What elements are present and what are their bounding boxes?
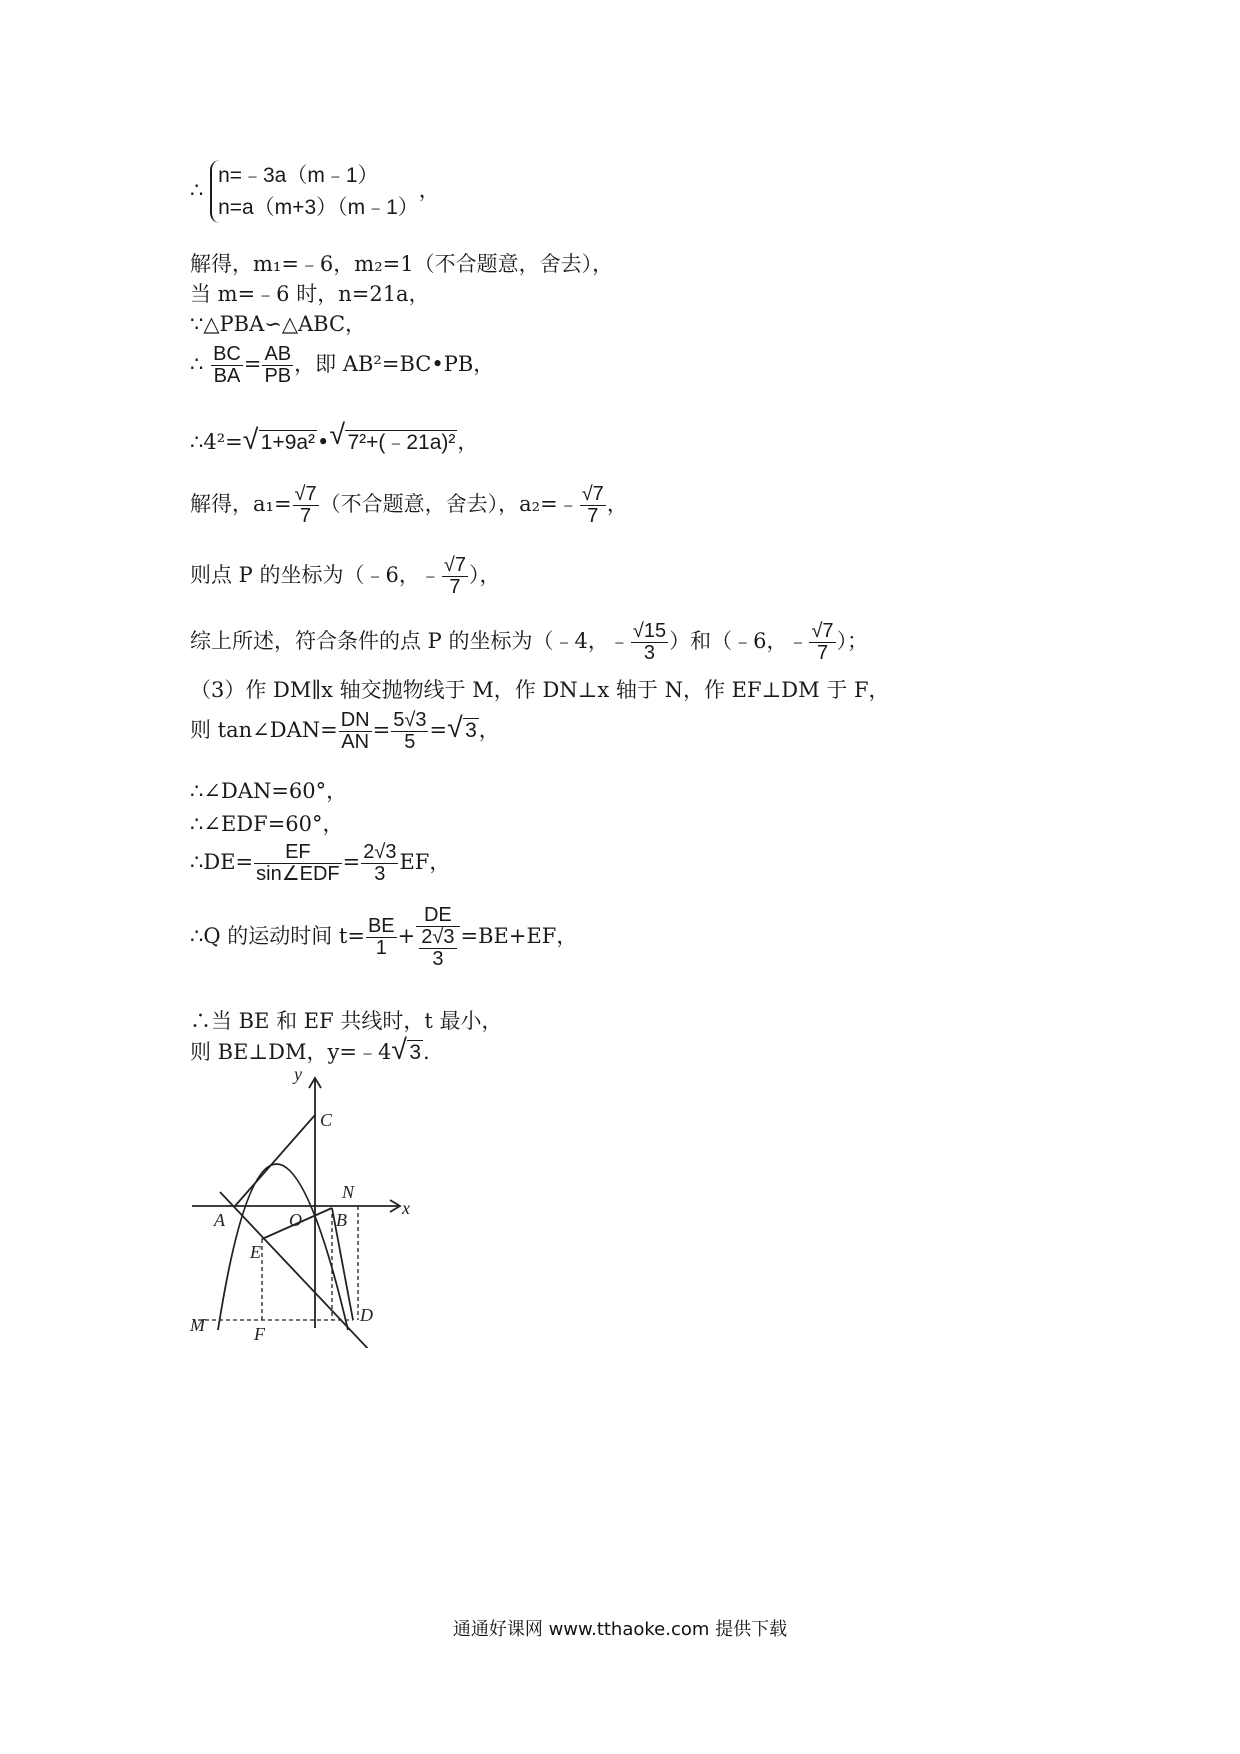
label-b: B xyxy=(336,1210,347,1230)
fraction xyxy=(442,555,468,598)
text-prefix: ∴DE= xyxy=(190,850,254,874)
system-row-1: n=﹣3a（m﹣1） xyxy=(218,164,379,187)
denominator: BA xyxy=(213,365,241,387)
numerator: √7 xyxy=(811,620,834,642)
text-line: （3）作 DM∥x 轴交抛物线于 M，作 DN⊥x 轴于 N，作 EF⊥DM 于 F， xyxy=(190,678,890,702)
text-suffix: ，即 AB²=BC•PB， xyxy=(294,352,495,376)
square-root xyxy=(393,1041,423,1065)
fraction xyxy=(262,344,293,387)
text-prefix: 则 tan∠DAN= xyxy=(190,718,338,742)
therefore-symbol: ∴ xyxy=(190,178,204,202)
radicand: 3 xyxy=(409,1041,422,1064)
final-line xyxy=(190,1036,430,1066)
parabola xyxy=(218,1164,348,1330)
denominator: PB xyxy=(264,365,292,387)
text-middle: ）和（﹣6，﹣ xyxy=(669,629,809,653)
text-line: ∴∠DAN=60°， xyxy=(190,779,348,803)
fraction xyxy=(339,710,372,753)
text-suffix: ）， xyxy=(468,563,501,587)
label-m: M xyxy=(190,1315,205,1335)
numerator: BE xyxy=(367,915,395,937)
text-suffix: EF， xyxy=(399,850,451,874)
denominator: sin∠EDF xyxy=(256,863,340,885)
denominator xyxy=(416,927,459,970)
system-row-2: n=a（m+3）（m﹣1） xyxy=(218,195,419,219)
denominator: 3 xyxy=(432,948,444,970)
square-root xyxy=(245,431,317,455)
equals: = xyxy=(429,718,448,742)
summary-line xyxy=(190,621,868,664)
nested-fraction xyxy=(416,905,459,970)
punctuation: ， xyxy=(457,430,479,454)
square-root xyxy=(449,719,479,743)
denominator: AN xyxy=(341,731,370,753)
numerator: AB xyxy=(264,343,292,365)
text-line: 当 m=﹣6 时，n=21a， xyxy=(190,282,430,306)
punctuation: ， xyxy=(606,492,628,516)
fraction xyxy=(631,621,668,664)
denominator: 7 xyxy=(587,505,599,527)
text-middle: （不合题意，舍去），a₂=﹣ xyxy=(319,492,579,516)
inner-fraction xyxy=(419,927,456,970)
fraction xyxy=(580,484,606,527)
point-p-line xyxy=(190,555,500,598)
numerator: DE xyxy=(416,905,459,927)
radicand: 1+9a² xyxy=(260,431,316,454)
numerator: 5√3 xyxy=(393,709,427,731)
dot-operator: • xyxy=(317,430,330,454)
label-n: N xyxy=(342,1182,355,1202)
label-o: O xyxy=(289,1210,302,1230)
numerator: 2√3 xyxy=(363,841,397,863)
radicand: 3 xyxy=(465,719,477,742)
line-ac xyxy=(235,1115,315,1206)
text-line: ∵△PBA∽△ABC， xyxy=(190,312,367,336)
text-line: 解得，m₁=﹣6，m₂=1（不合题意，舍去）， xyxy=(190,252,614,276)
label-e: E xyxy=(250,1242,261,1262)
denominator: 1 xyxy=(375,937,387,959)
solution-line xyxy=(190,484,628,527)
fraction xyxy=(293,484,319,527)
text-prefix: 则 BE⊥DM，y=﹣4 xyxy=(190,1040,392,1064)
label-d: D xyxy=(360,1305,373,1325)
text-prefix: 则点 P 的坐标为（﹣6，﹣ xyxy=(190,563,441,587)
fraction xyxy=(211,344,243,387)
square-root xyxy=(331,426,457,456)
denominator: 7 xyxy=(449,576,461,598)
equals: = xyxy=(372,718,391,742)
plus: + xyxy=(397,924,416,948)
label-f: F xyxy=(254,1324,265,1344)
denominator: 7 xyxy=(816,642,829,664)
ratio-line xyxy=(190,344,494,387)
label-c: C xyxy=(320,1110,333,1130)
therefore-symbol: ∴ xyxy=(190,352,204,376)
fraction xyxy=(254,842,342,885)
numerator: √7 xyxy=(294,483,317,505)
punctuation: . xyxy=(423,1040,430,1064)
text-suffix: ）； xyxy=(836,629,869,653)
numerator: EF xyxy=(254,842,342,864)
brace-system xyxy=(210,160,419,223)
denominator: 3 xyxy=(643,642,656,664)
radicand: 7²+(﹣21a)² xyxy=(347,431,456,454)
text-prefix: ∴Q 的运动时间 t= xyxy=(190,924,365,948)
fraction xyxy=(391,710,428,753)
fraction xyxy=(361,842,398,885)
de-line xyxy=(190,842,450,885)
label-a: A xyxy=(214,1210,225,1230)
label-y: y xyxy=(294,1068,302,1084)
numerator: BC xyxy=(213,343,241,365)
text-prefix: 综上所述，符合条件的点 P 的坐标为（﹣4，﹣ xyxy=(190,629,630,653)
numerator: √15 xyxy=(632,620,667,642)
denominator: 3 xyxy=(374,863,386,885)
punctuation: ， xyxy=(478,718,500,742)
tan-line xyxy=(190,710,500,753)
fraction xyxy=(366,916,397,959)
footer-text: 通通好课网 www.tthaoke.com 提供下载 xyxy=(452,1619,788,1640)
denominator: 5 xyxy=(404,731,416,753)
text-prefix: 解得，a₁= xyxy=(190,492,292,516)
root-equation-line xyxy=(190,426,478,456)
equals: = xyxy=(243,352,262,376)
equation-system xyxy=(190,160,440,223)
denominator: 7 xyxy=(300,505,312,527)
numerator: √7 xyxy=(581,483,604,505)
fraction xyxy=(809,621,835,664)
text-line: ∴∠EDF=60°， xyxy=(190,812,344,836)
numerator: DN xyxy=(340,709,370,731)
parabola-figure xyxy=(190,1068,420,1348)
punctuation: ， xyxy=(418,178,440,202)
text-prefix: ∴4²= xyxy=(190,430,243,454)
equals: = xyxy=(342,850,361,874)
text-suffix: =BE+EF， xyxy=(460,924,578,948)
numerator: √7 xyxy=(443,554,466,576)
time-line xyxy=(190,905,577,970)
label-x: x xyxy=(402,1198,410,1218)
text-line: ∴当 BE 和 EF 共线时，t 最小， xyxy=(190,1009,503,1033)
numerator: 2√3 xyxy=(421,926,455,948)
